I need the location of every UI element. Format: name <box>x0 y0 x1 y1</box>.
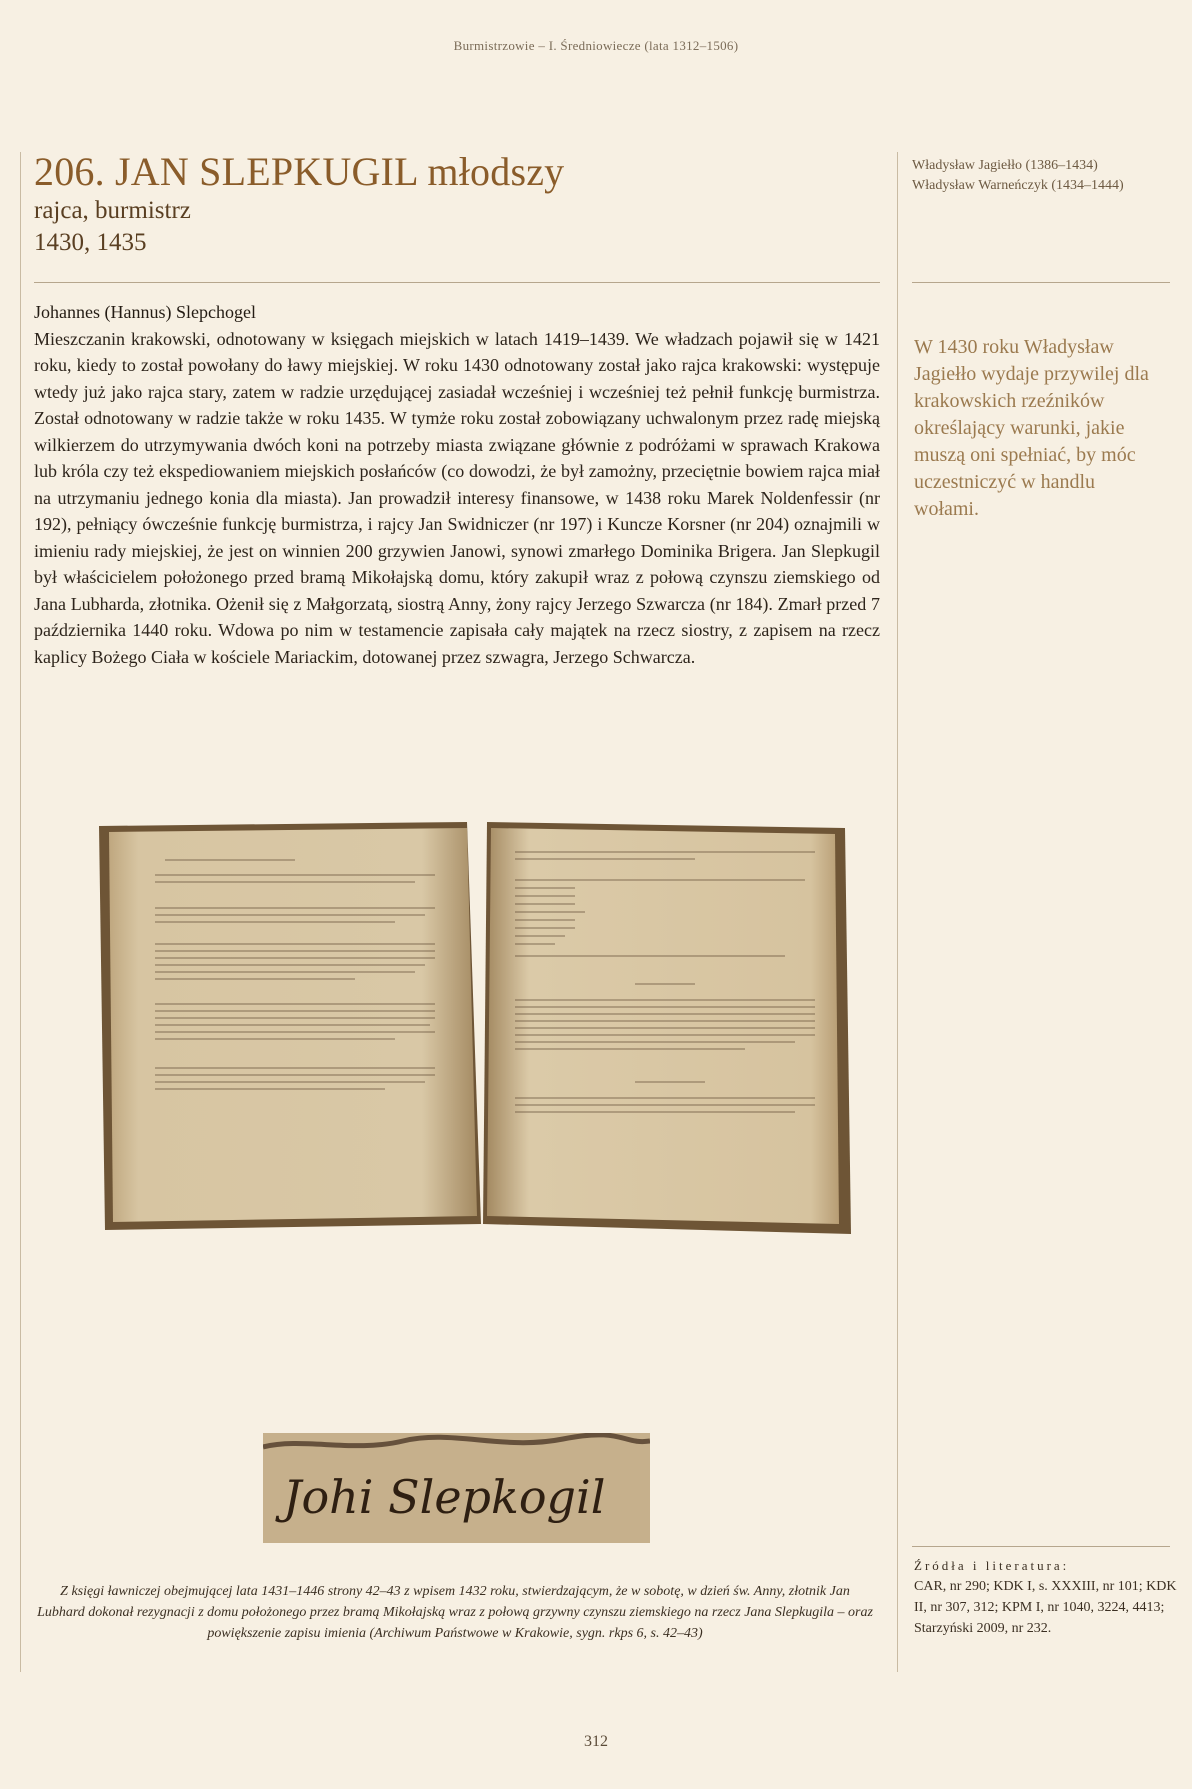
entry-years: 1430, 1435 <box>34 229 147 256</box>
sources-block <box>914 1555 1182 1639</box>
running-head: Burmistrzowie – I. Średniowiecze (lata 1312–1506) <box>453 38 739 53</box>
sources-title: Źródła i literatura: <box>914 1558 1070 1573</box>
sidebar-divider <box>912 282 1170 283</box>
column-divider <box>897 152 898 1672</box>
sources-text: CAR, nr 290; KDK I, s. XXXIII, nr 101; KDK II, nr 307, 312; KPM I, nr 1040, 3224, 4413; Starzyński 2009, nr 232. <box>914 1579 1177 1636</box>
title-divider <box>34 282 880 283</box>
sidebar-note: W 1430 roku Władysław Jagiełło wydaje przywilej dla krakowskich rzeźników określający warunki, jakie muszą oni spełniać, by móc uczestniczyć w handlu wołami. <box>914 336 1149 520</box>
figure-caption: Z księgi ławniczej obejmującej lata 1431–1446 strony 42–43 z wpisem 1432 roku, stwierdzającym, że w sobotę, w dzień św. Anny, złotnik Jan Lubhard dokonał rezygnacji z domu położonego przez bramą Mikołajską wraz z połową grzywny czynszu ziemskiego na rzecz Jana Slepkugila – oraz powiększenie zapisu imienia (Archiwum Państwowe w Krakowie, sygn. rkps 6, s. 42–43) <box>37 1584 873 1641</box>
rulers-list <box>912 156 1177 196</box>
signature-text: Johi Slepkogil <box>283 1470 606 1524</box>
entry-body <box>34 299 880 670</box>
sources-divider <box>912 1546 1170 1547</box>
left-margin-rule <box>20 152 21 1672</box>
signature-detail-image <box>263 1433 650 1543</box>
entry-name-line: Johannes (Hannus) Slepchogel <box>34 302 256 322</box>
manuscript-image <box>95 820 855 1238</box>
entry-paragraph: Mieszczanin krakowski, odnotowany w księgach miejskich w latach 1419–1439. We władzach pojawił się w 1421 roku, kiedy to został powołany do ławy miejskiej. W roku 1430 odnotowany został jako rajca krakowski: występuje wtedy już jako rajca stary, zatem w radzie urzędującej zasiadał wcześniej i wcześniej też pełnił funkcję burmistrza. Został odnotowany w radzie także w roku 1435. W tymże roku został zobowiązany uchwalonym przez radę miejską wilkierzem do utrzymywania dwóch koni na potrzeby miasta związane głównie z podróżami w sprawach Krakowa lub króla czy też ekspediowaniem miejskich posłańców (co dowodzi, że był zamożny, przeciętnie bowiem rajca miał na utrzymaniu jednego konia dla miasta). Jan prowadził interesy finansowe, w 1438 roku Marek Noldenfessir (nr 192), pełniący ówcześnie funkcję burmistrza, i rajcy Jan Swidniczer (nr 197) i Kuncze Korsner (nr 204) oznajmili w imieniu rady miejskiej, że jest on winnien 200 grzywien Janowi, synowi zmarłego Dominika Brigera. Jan Slepkugil był właścicielem położonego przed bramą Mikołajską domu, który zakupił wraz z połową czynszu ziemskiego od Jana Lubharda, złotnika. Ożenił się z Małgorzatą, siostrą Anny, żony rajcy Jerzego Szwarcza (nr 184). Zmarł przed 7 października 1440 roku. Wdowa po nim w testamencie zapisała cały majątek na rzecz siostry, z zapisem na rzecz kaplicy Bożego Ciała w kościele Mariackim, dotowanej przez szwagra, Jerzego Schwarcza. <box>34 328 880 667</box>
page-number: 312 <box>584 1733 608 1750</box>
entry-header <box>34 150 874 258</box>
ruler-item: Władysław Warneńczyk (1434–1444) <box>912 178 1124 193</box>
entry-subtitle: rajca, burmistrz <box>34 197 191 224</box>
ruler-item: Władysław Jagiełło (1386–1434) <box>912 158 1098 173</box>
entry-title: 206. JAN SLEPKUGIL młodszy <box>34 149 565 194</box>
